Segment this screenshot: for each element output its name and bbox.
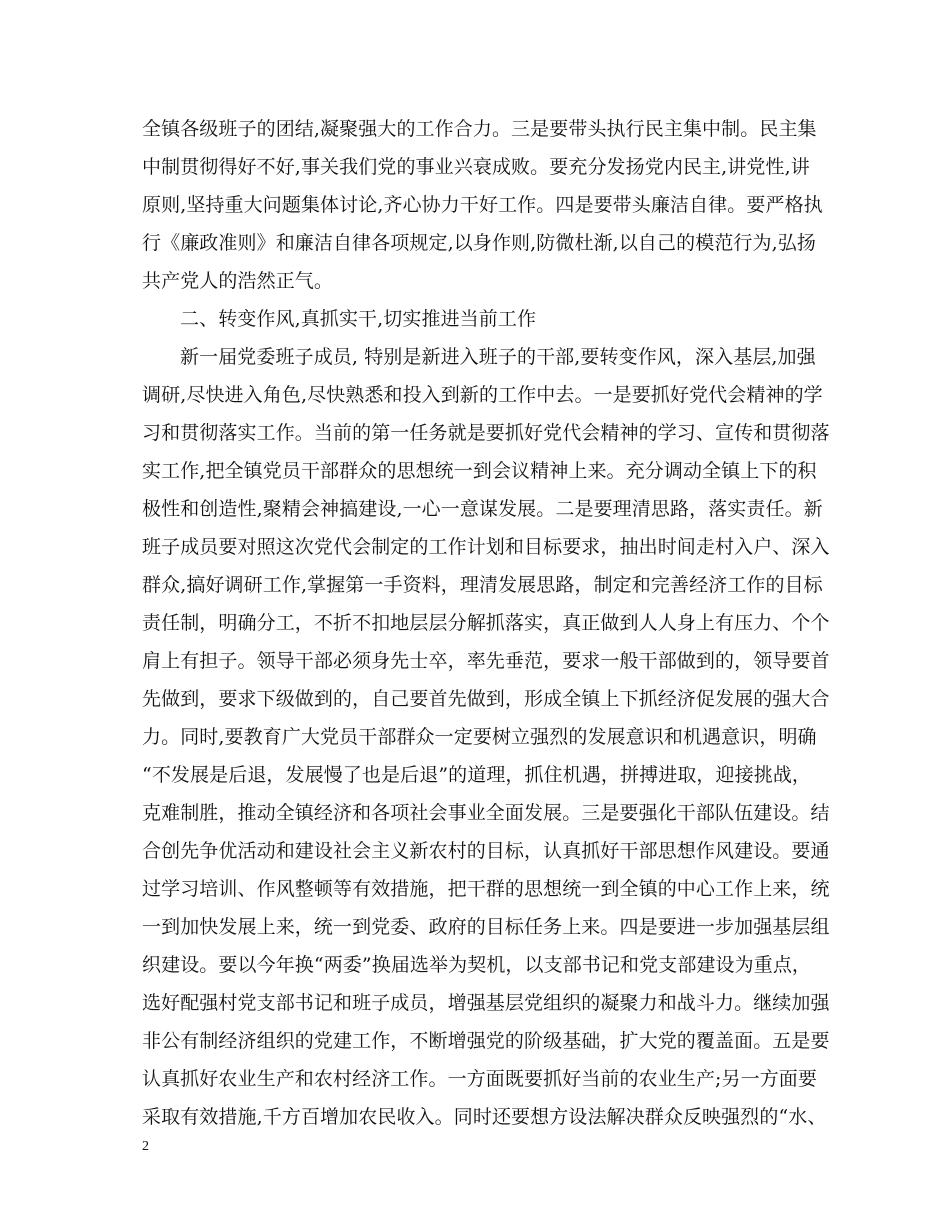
- body-text-line: 合创先争优活动和建设社会主义新农村的目标，认真抓好干部思想作风建设。要通: [142, 840, 830, 862]
- body-text-line: 力。同时,要教育广大党员干部群众一定要树立强烈的发展意识和机遇意识，明确: [142, 726, 817, 748]
- body-text-line: 原则,坚持重大问题集体讨论,齐心协力干好工作。四是要带头廉洁自律。要严格执: [142, 194, 823, 216]
- body-text-line: 共产党人的浩然正气。: [142, 270, 334, 292]
- body-text-line: 克难制胜，推动全镇经济和各项社会事业全面发展。三是要强化干部队伍建设。结: [142, 802, 830, 824]
- body-text-line: 责任制，明确分工，不折不扣地层层分解抓落实，真正做到人人身上有压力、个个: [142, 612, 830, 634]
- body-text-line: 全镇各级班子的团结,凝聚强大的工作合力。三是要带头执行民主集中制。民主集: [142, 118, 817, 140]
- section-heading: 二、转变作风,真抓实干,切实推进当前工作: [180, 308, 537, 330]
- body-text-line: 过学习培训、作风整顿等有效措施，把干群的思想统一到全镇的中心工作上来，统: [142, 878, 830, 900]
- body-text-line: 先做到，要求下级做到的，自己要首先做到，形成全镇上下抓经济促发展的强大合: [142, 688, 830, 710]
- body-text-line: “不发展是后退，发展慢了也是后退”的道理，抓住机遇，拼搏进取，迎接挑战，: [142, 764, 812, 786]
- body-text-line: 非公有制经济组织的党建工作，不断增强党的阶级基础，扩大党的覆盖面。五是要: [142, 1030, 830, 1052]
- body-text-line: 实工作,把全镇党员干部群众的思想统一到会议精神上来。充分调动全镇上下的积: [142, 460, 817, 482]
- body-text-line: 选好配强村党支部书记和班子成员，增强基层党组织的凝聚力和战斗力。继续加强: [142, 992, 830, 1014]
- paragraph-first-line: 新一届党委班子成员, 特别是新进入班子的干部,要转变作风，深入基层,加强: [180, 346, 816, 368]
- page-number: 2: [142, 1139, 149, 1154]
- body-text-line: 群众,搞好调研工作,掌握第一手资料，理清发展思路，制定和完善经济工作的目标: [142, 574, 823, 596]
- body-text-line: 采取有效措施,千方百增加农民收入。同时还要想方设法解决群众反映强烈的“水、: [142, 1106, 827, 1128]
- body-text-line: 肩上有担子。领导干部必须身先士卒，率先垂范，要求一般干部做到的，领导要首: [142, 650, 830, 672]
- body-text-line: 中制贯彻得好不好,事关我们党的事业兴衰成败。要充分发扬党内民主,讲党性,讲: [142, 156, 810, 178]
- body-text-line: 一到加快发展上来，统一到党委、政府的目标任务上来。四是要进一步加强基层组: [142, 916, 830, 938]
- body-text-line: 认真抓好农业生产和农村经济工作。一方面既要抓好当前的农业生产;另一方面要: [142, 1068, 818, 1090]
- body-text-line: 织建设。要以今年换“两委”换届选举为契机，以支部书记和党支部建设为重点，: [142, 954, 812, 976]
- body-text-line: 行《廉政准则》和廉洁自律各项规定,以身作则,防微杜渐,以自己的模范行为,弘扬: [142, 232, 816, 254]
- body-text-line: 习和贯彻落实工作。当前的第一任务就是要抓好党代会精神的学习、宣传和贯彻落: [142, 422, 830, 444]
- body-text-line: 班子成员要对照这次党代会制定的工作计划和目标要求，抽出时间走村入户、深入: [142, 536, 830, 558]
- body-text-line: 调研,尽快进入角色,尽快熟悉和投入到新的工作中去。一是要抓好党代会精神的学: [142, 384, 823, 406]
- body-text-line: 极性和创造性,聚精会神搞建设,一心一意谋发展。二是要理清思路，落实责任。新: [142, 498, 823, 520]
